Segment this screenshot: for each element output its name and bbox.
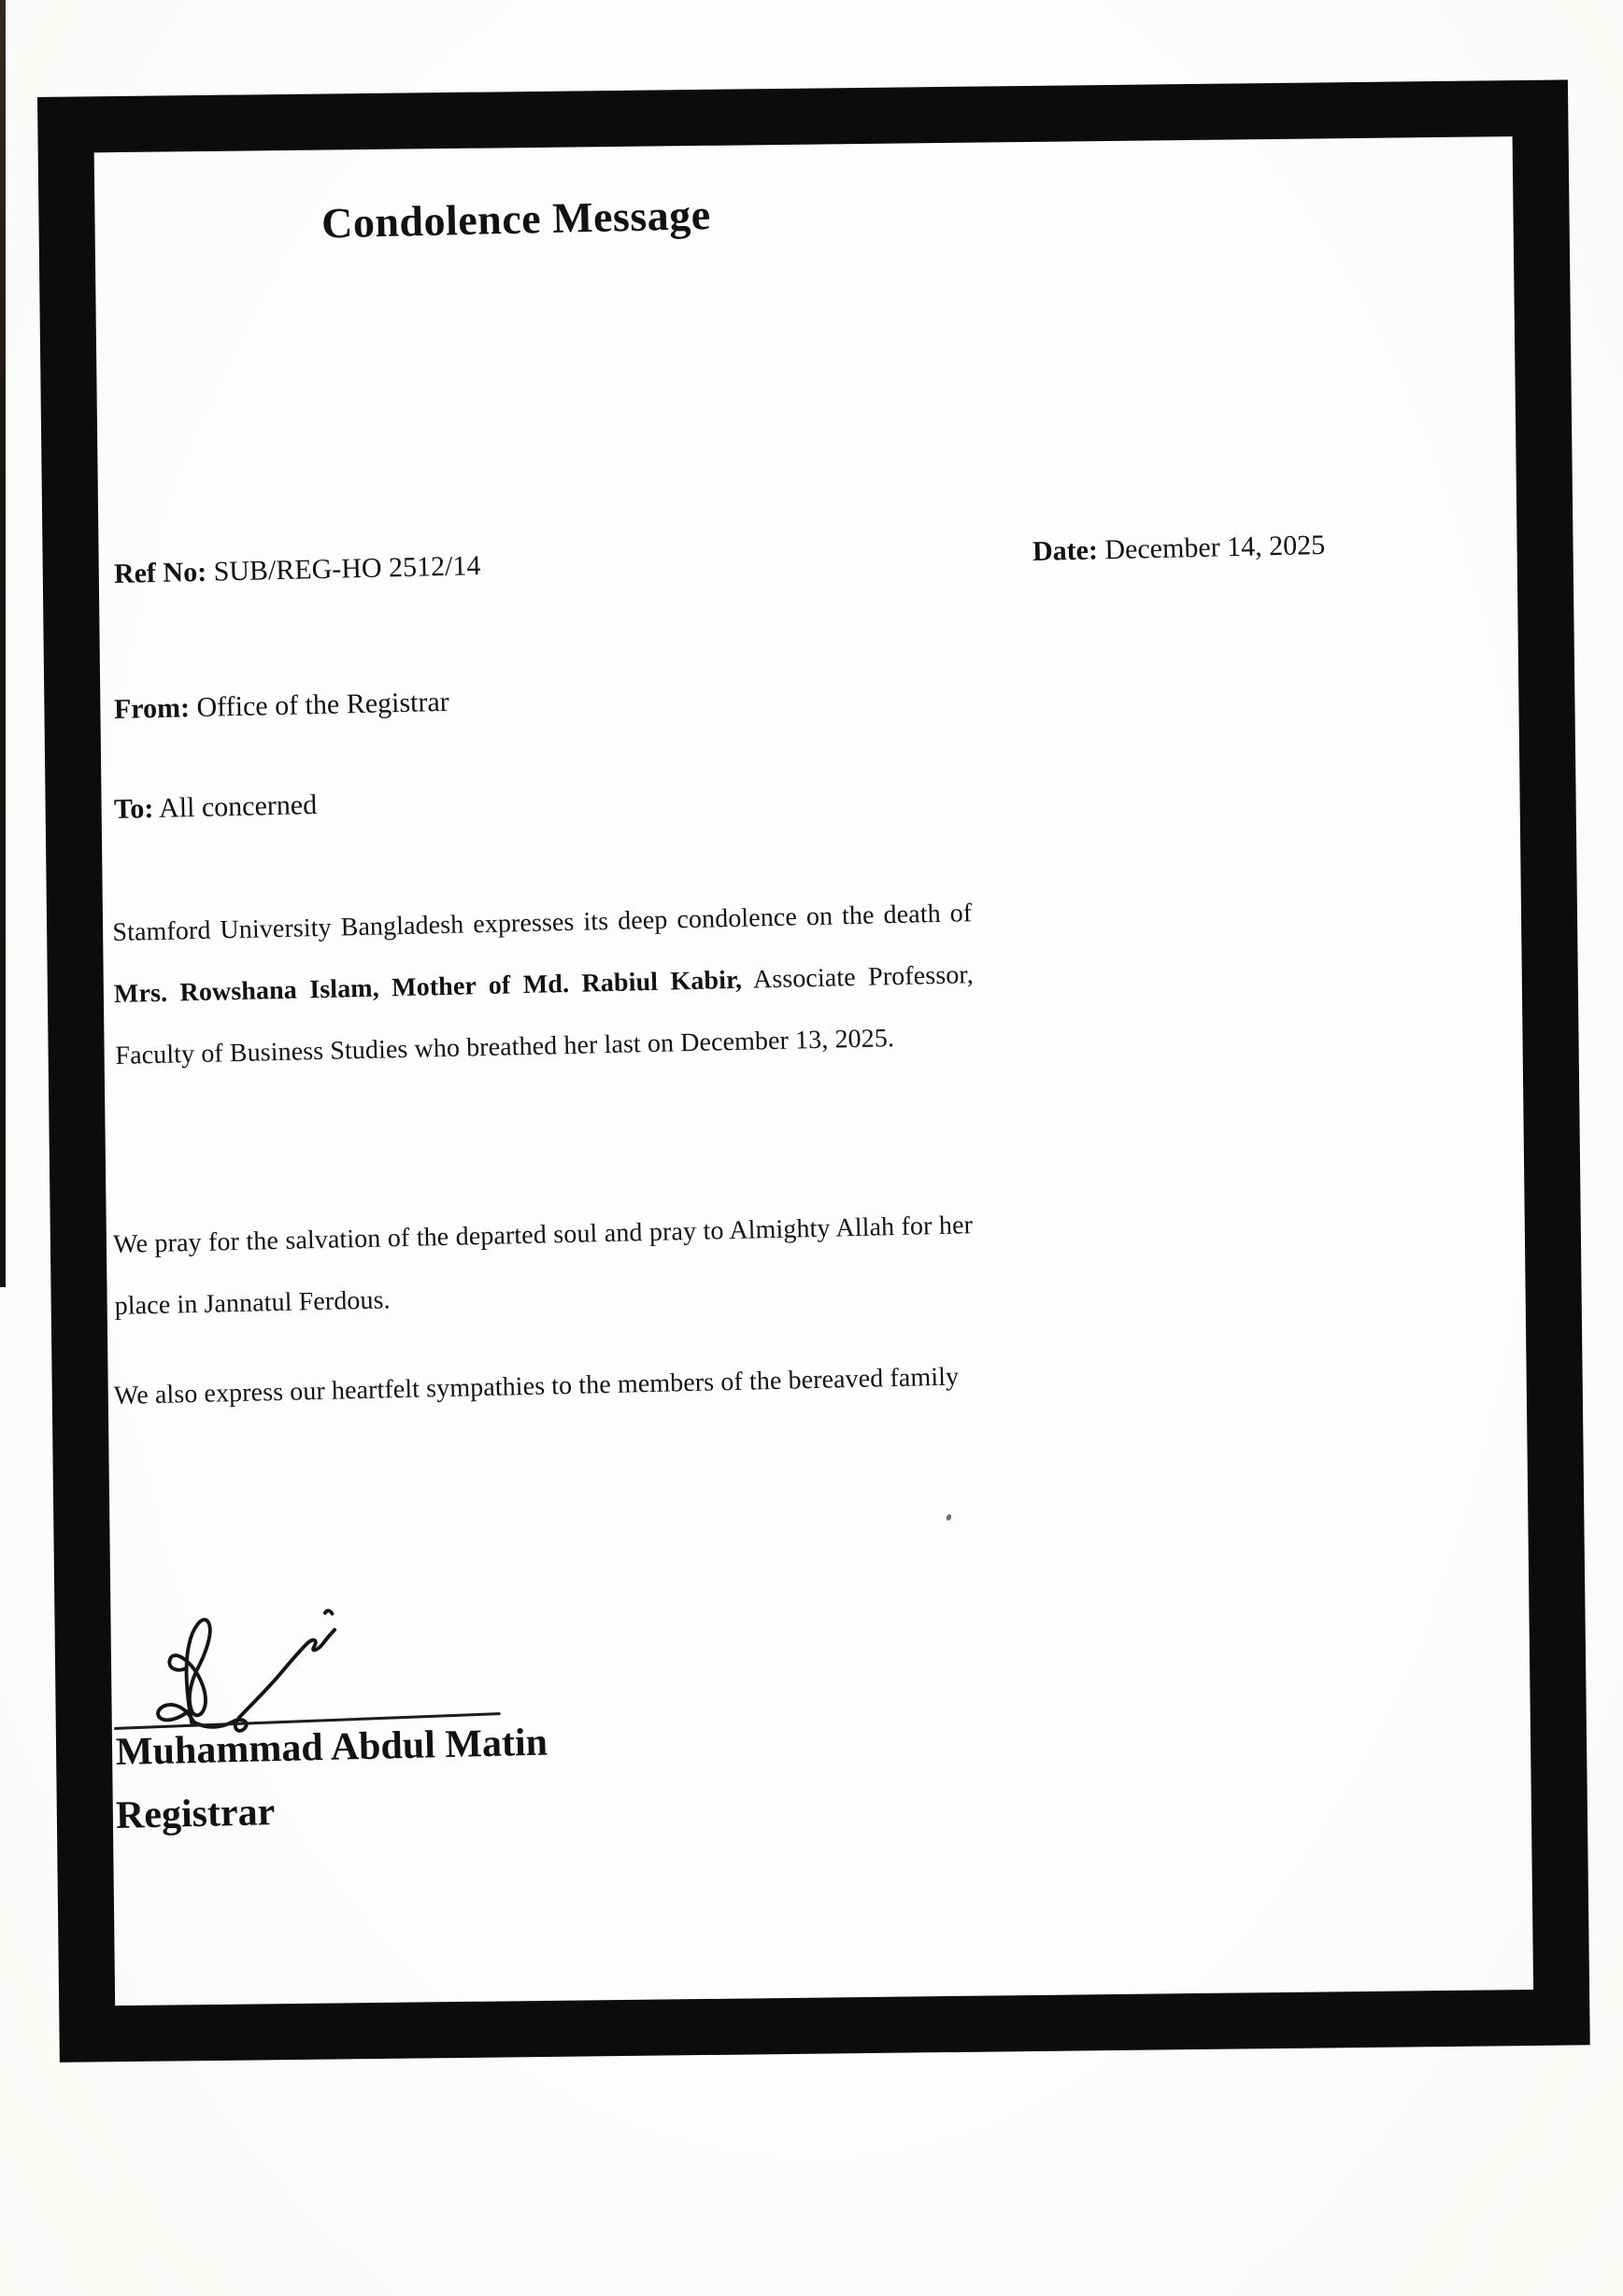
- to-label: To:: [113, 793, 154, 825]
- scan-edge-artifact: [0, 0, 6, 1287]
- document-title: Condolence Message: [320, 191, 712, 248]
- date-value: December 14, 2025: [1104, 529, 1326, 566]
- signatory-title: Registrar: [115, 1791, 276, 1837]
- to-row: [114, 789, 318, 826]
- from-value: Office of the Registrar: [196, 686, 450, 723]
- deceased-name-bold: Mrs. Rowshana Islam, Mother of Md. Rabiul Kabir,: [113, 965, 743, 1009]
- from-label: From:: [113, 692, 191, 725]
- date-row: [1032, 530, 1326, 568]
- paragraph-condolence: [112, 883, 975, 1087]
- paragraph-condolence-pre: Stamford University Bangladesh expresses its deep condolence on the death of: [112, 899, 973, 948]
- paragraph-condolence-post: Associate Professor, Faculty of Business Studies who breathed her last on December 13, 2025.: [115, 960, 975, 1070]
- paragraph-prayer: We pray for the salvation of the departed soul and pray to Almighty Allah for her place in Jannatul Ferdous.: [112, 1211, 974, 1321]
- ref-label: Ref No:: [113, 556, 207, 589]
- signatory-name: Muhammad Abdul Matin: [115, 1721, 548, 1774]
- to-value: All concerned: [158, 789, 318, 824]
- date-label: Date:: [1032, 534, 1099, 567]
- paragraph-sympathy: We also express our heartfelt sympathies to the members of the bereaved family: [113, 1362, 960, 1410]
- ref-value: SUB/REG-HO 2512/14: [213, 550, 481, 588]
